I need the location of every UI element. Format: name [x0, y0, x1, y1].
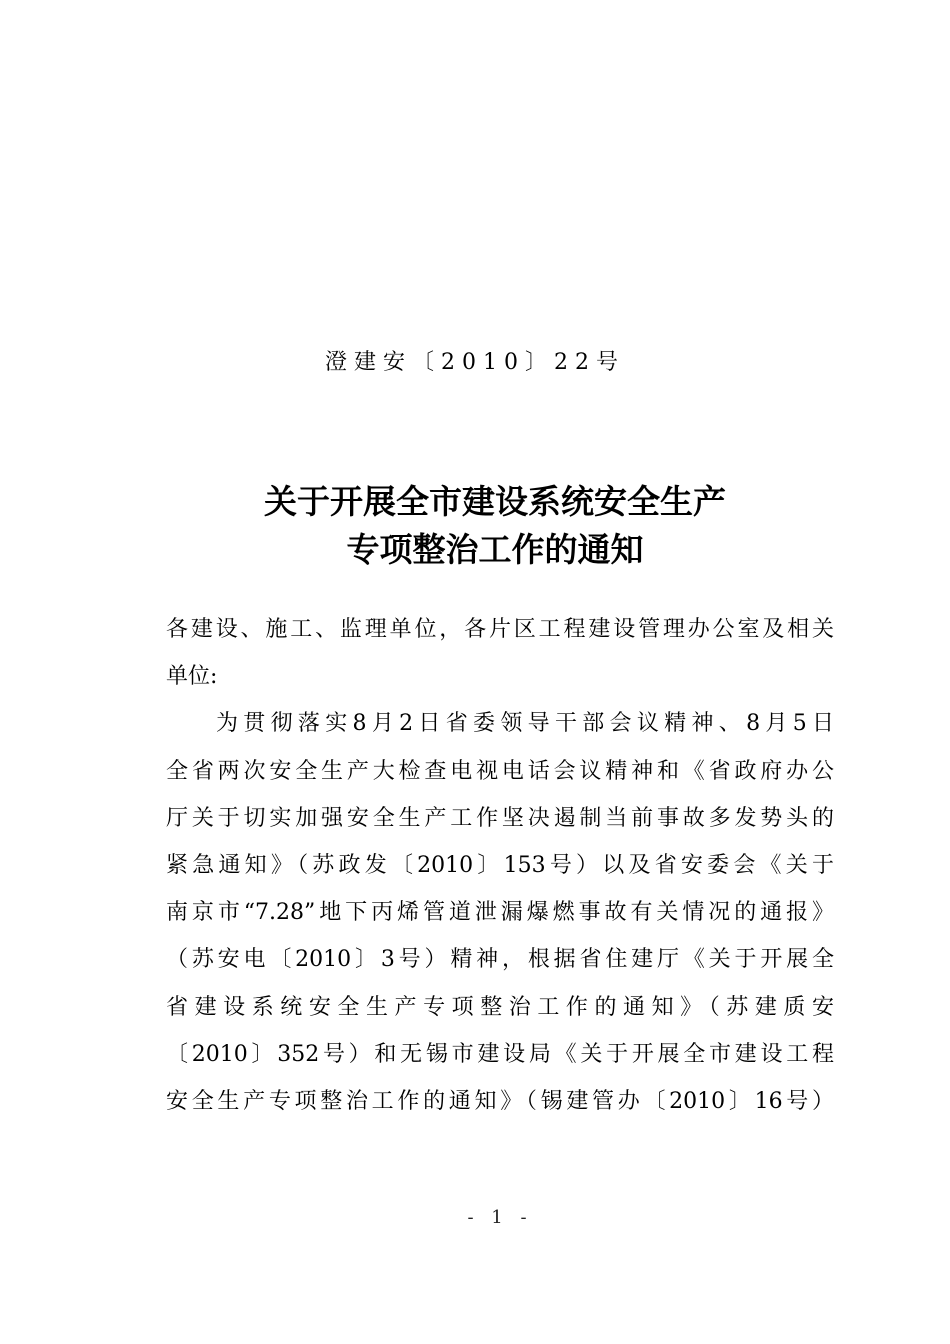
body-paragraph — [166, 700, 834, 1125]
paragraph-line: 为贯彻落实8月2日省委领导干部会议精神、8月5日 — [216, 711, 834, 737]
title-line-2: 专项整治工作的通知 — [346, 530, 644, 569]
title-line-1: 关于开展全市建设系统安全生产 — [264, 482, 726, 521]
paragraph-line: 紧急通知》（苏政发〔2010〕153号）以及省安委会《关于 — [166, 852, 834, 878]
addressee — [166, 606, 834, 700]
paragraph-line: （苏安电〔2010〕3号）精神，根据省住建厅《关于开展全 — [166, 947, 834, 973]
paragraph-line: 厅关于切实加强安全生产工作坚决遏制当前事故多发势头的 — [166, 805, 834, 831]
page-number: - 1 - — [467, 1207, 533, 1228]
paragraph-line: 安全生产专项整治工作的通知》（锡建管办〔2010〕16号） — [166, 1088, 834, 1114]
document-body — [166, 606, 834, 1125]
paragraph-line: 〔2010〕352号）和无锡市建设局《关于开展全市建设工程 — [166, 1041, 834, 1067]
paragraph-line: 省建设系统安全生产专项整治工作的通知》（苏建质安 — [166, 994, 834, 1020]
document-number: 澄建安〔2010〕22号 — [325, 350, 625, 375]
addressee-line-1: 各建设、施工、监理单位，各片区工程建设管理办公室及相关 — [166, 617, 834, 642]
document-title — [0, 478, 950, 574]
paragraph-line: 南京市“7.28”地下丙烯管道泄漏爆燃事故有关情况的通报》 — [166, 900, 834, 926]
addressee-line-2: 单位: — [166, 664, 218, 690]
paragraph-line: 全省两次安全生产大检查电视电话会议精神和《省政府办公 — [166, 758, 834, 784]
